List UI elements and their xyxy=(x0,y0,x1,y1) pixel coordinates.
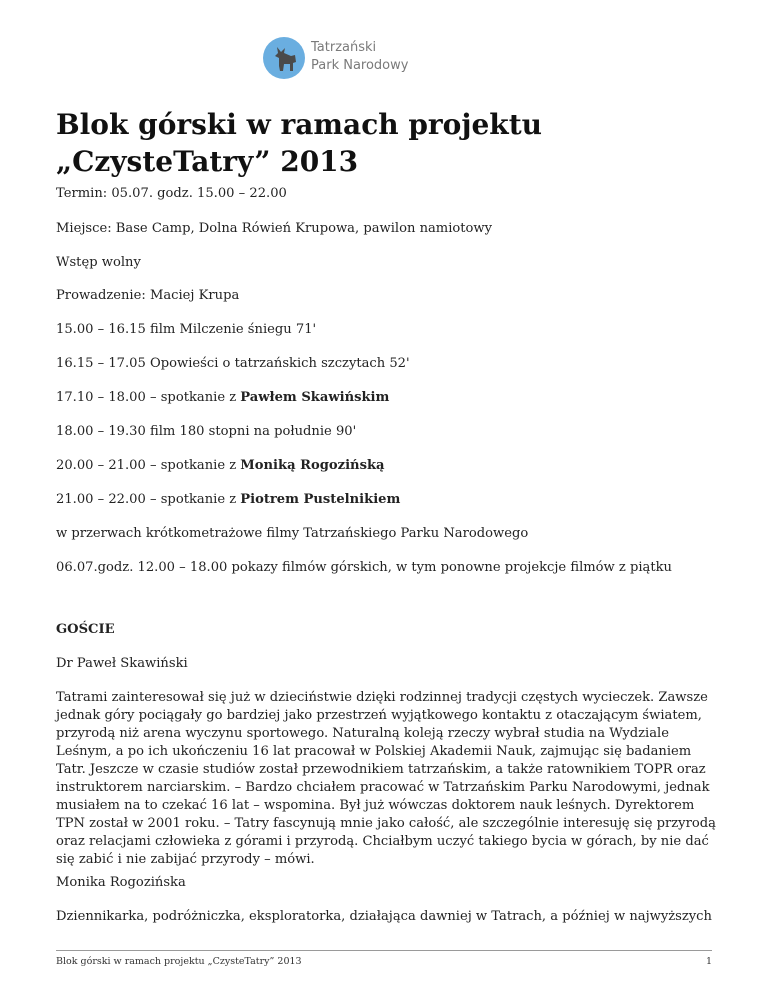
guest-2-name: Monika Rogozińska xyxy=(56,875,186,890)
guests-heading-text: GOŚCIE xyxy=(56,622,115,637)
schedule-bold: Moniką Rogozińską xyxy=(240,458,385,473)
logo-wordmark xyxy=(311,39,408,75)
schedule-bold: Pawłem Skawińskim xyxy=(240,390,390,405)
chamois-icon xyxy=(262,36,306,80)
schedule-text: 18.00 – 19.30 film 180 stopni na południe 90' xyxy=(56,424,357,439)
document-title: Blok górski w ramach projektu „CzysteTatry” 2013 xyxy=(56,108,542,178)
page-number: 1 xyxy=(705,956,712,967)
logo-line-1: Tatrzański xyxy=(311,40,377,55)
guests-heading xyxy=(56,621,115,639)
guest-2-bio: Dziennikarka, podróżniczka, eksploratorka, działająca dawniej w Tatrach, a później w najwyższych xyxy=(56,909,712,924)
schedule-text: 20.00 – 21.00 – spotkanie z xyxy=(56,458,241,473)
schedule-text: 17.10 – 18.00 – spotkanie z xyxy=(56,390,241,405)
miejsce-text: Miejsce: Base Camp, Dolna Rówień Krupowa, pawilon namiotowy xyxy=(56,221,493,236)
guest-1-name: Dr Paweł Skawiński xyxy=(56,656,188,671)
breaks-text: w przerwach krótkometrażowe filmy Tatrzańskiego Parku Narodowego xyxy=(56,526,529,541)
schedule-text: 16.15 – 17.05 Opowieści o tatrzańskich szczytach 52' xyxy=(56,356,410,371)
schedule-item xyxy=(56,389,389,407)
termin-text: Termin: 05.07. godz. 15.00 – 22.00 xyxy=(56,186,287,201)
schedule-item xyxy=(56,491,400,509)
footer-title: Blok górski w ramach projektu „CzysteTatry” 2013 xyxy=(56,956,302,967)
schedule-item xyxy=(56,321,316,339)
schedule-text: 15.00 – 16.15 film Milczenie śniegu 71' xyxy=(56,322,317,337)
schedule-bold: Piotrem Pustelnikiem xyxy=(240,492,401,507)
guest-1-bio: Tatrami zainteresował się już w dzieciństwie dzięki rodzinnej tradycji częstych wycieczek. Zawsze jednak góry pociągały go bardziej jako przestrzeń wyjątkowego kontaktu z otaczającym światem, przyrodą niż arena wyczynu sportowego. Naturalną koleją rzeczy wybrał studia na Wydziale Leśnym, a po ich ukończeniu 16 lat pracował w Polskiej Akademii Nauk, zajmując się badaniem Tatr. Jeszcze w czasie studiów został przewodnikiem tatrzańskim, a także ratownikiem TOPR oraz instruktorem narciarskim. – Bardzo chciałem pracować w Tatrzańskim Parku Narodowymi, jednak musiałem na to czekać 16 lat – wspomina. Był już wówczas doktorem nauk leśnych. Dyrektorem TPN został w 2001 roku. – Tatry fascynują mnie jako całość, ale szczególnie interesuję się przyrodą oraz relacjami człowieka z górami i przyrodą. Chciałbym uczyć takiego bycia w górach, by nie dać się zabić i nie zabijać przyrody – mówi. xyxy=(56,690,716,867)
logo-line-2: Park Narodowy xyxy=(311,58,409,73)
tpn-logo xyxy=(262,36,422,80)
schedule-item xyxy=(56,355,410,373)
wstep-text: Wstęp wolny xyxy=(56,255,141,270)
footer-divider xyxy=(56,950,712,951)
second-day-text: 06.07.godz. 12.00 – 18.00 pokazy filmów górskich, w tym ponowne projekcje filmów z piątku xyxy=(56,560,672,575)
schedule-item xyxy=(56,457,385,475)
schedule-item xyxy=(56,423,356,441)
schedule-text: 21.00 – 22.00 – spotkanie z xyxy=(56,492,241,507)
prowadzenie-text: Prowadzenie: Maciej Krupa xyxy=(56,288,240,303)
